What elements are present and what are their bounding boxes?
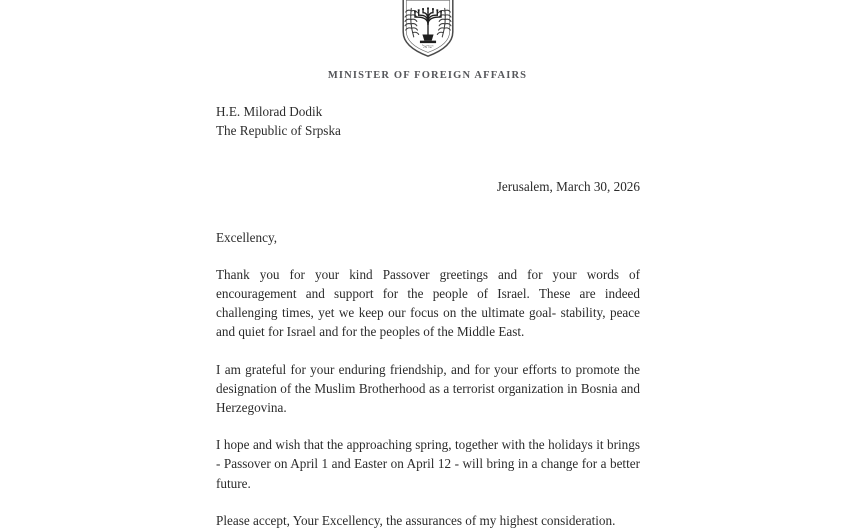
letterhead [0, 0, 855, 81]
date-line: Jerusalem, March 30, 2026 [496, 179, 640, 195]
letter-body [216, 102, 640, 530]
closing-paragraph: Please accept, Your Excellency, the assurances of my highest consideration. [216, 512, 616, 528]
israel-state-emblem-icon [397, 0, 459, 58]
body-paragraph: Thank you for your kind Passover greetings and for your words of encouragement and support for the people of Israel. These are indeed challenging times, yet we keep our focus on the ultimate goal- stability, peace and quiet for Israel and for the peoples of the Middle East. [216, 266, 640, 340]
addressee-name: H.E. Milorad Dodik [216, 104, 323, 119]
emblem-inscription: ישראל [422, 44, 433, 50]
body-paragraph: I am grateful for your enduring friendship, and for your efforts to promote the designation of the Muslim Brotherhood as a terrorist organization in Bosnia and Herzegovina. [216, 361, 640, 416]
body-paragraph: I hope and wish that the approaching spring, together with the holidays it brings - Passover on April 1 and Easter on April 12 - will bring in a change for a better future. [216, 437, 640, 491]
addressee-organization: The Republic of Srpska [216, 123, 341, 139]
salutation: Excellency, [216, 229, 278, 245]
ministry-title: MINISTER OF FOREIGN AFFAIRS [327, 70, 528, 81]
addressee-block [216, 102, 640, 140]
